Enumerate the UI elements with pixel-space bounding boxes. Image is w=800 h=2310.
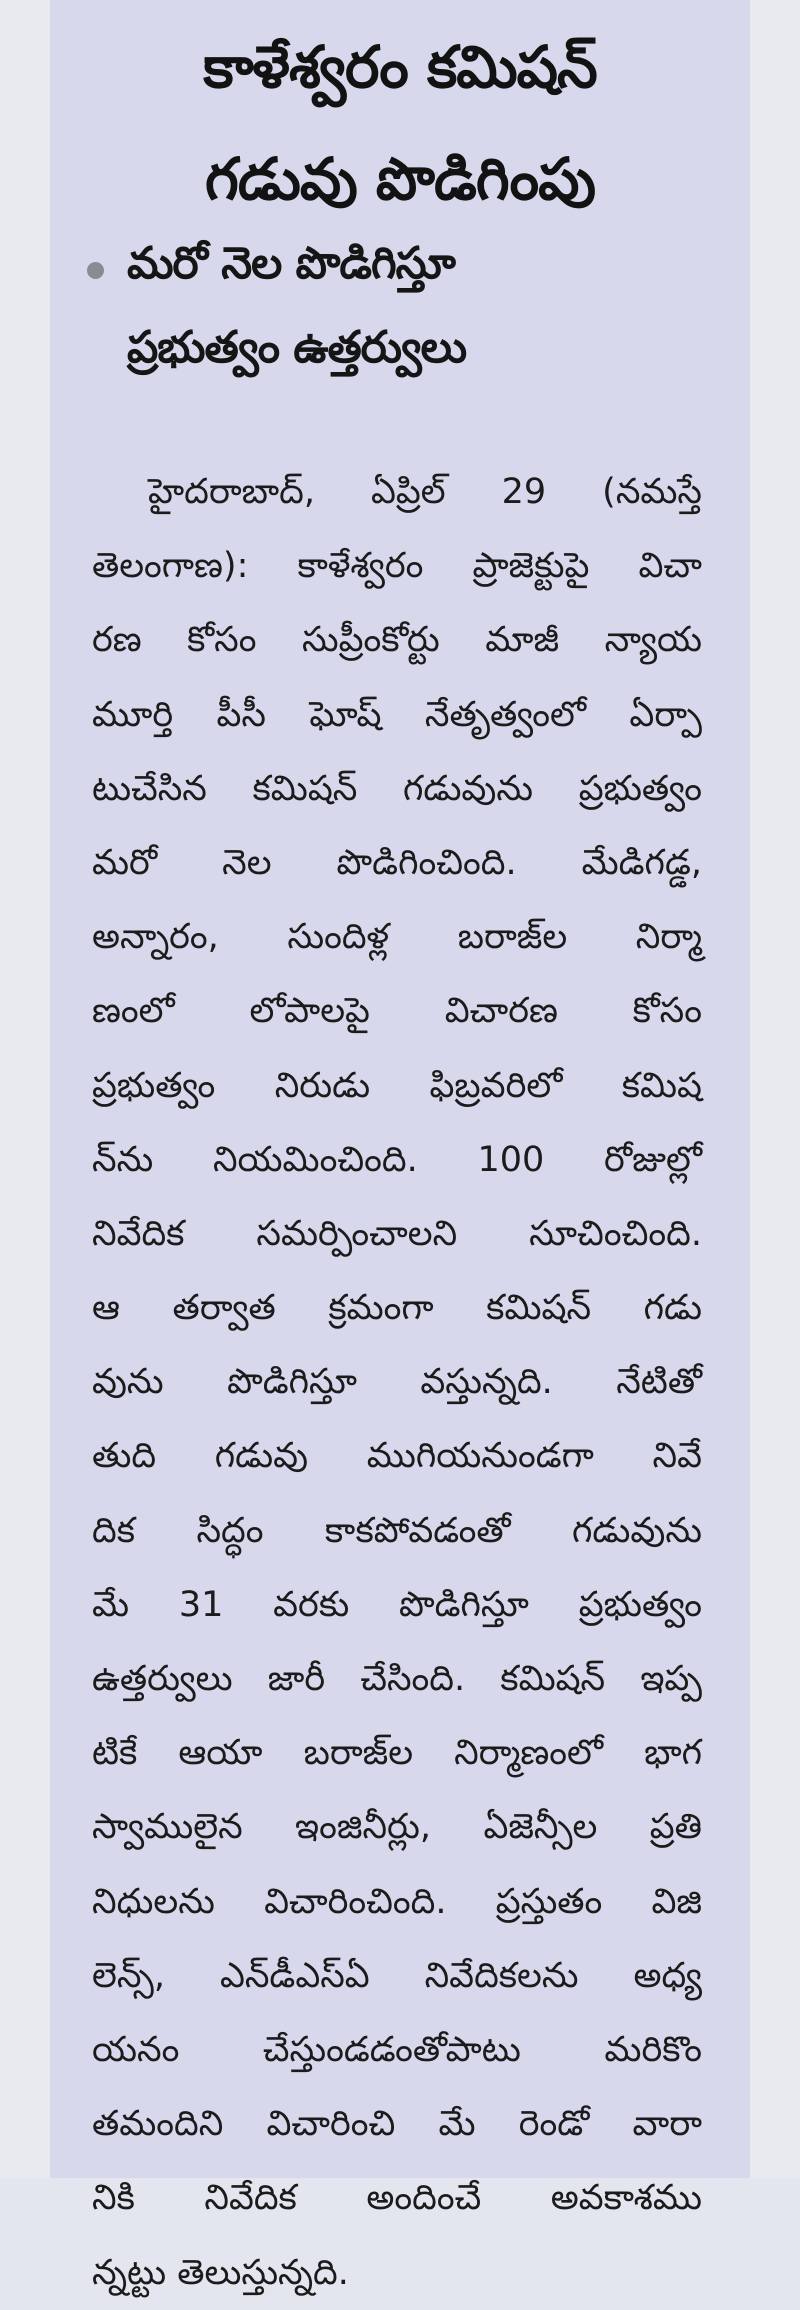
- body-line: ఉత్తర్వులు జారీ చేసింది. కమిషన్‌ ఇప్ప: [92, 1659, 702, 1699]
- body-line: వును పొడిగిస్తూ వస్తున్నది. నేటితో: [92, 1362, 702, 1403]
- body-line: న్నట్టు తెలుస్తున్నది.: [92, 2252, 349, 2293]
- body-line: నివేదిక సమర్పించాలని సూచించింది.: [92, 1213, 702, 1254]
- bullet-icon: [87, 262, 104, 279]
- body-line: యనం చేస్తుండడంతోపాటు మరికొం: [92, 2029, 702, 2070]
- subheadline-line-2: ప్రభుత్వం ఉత్తర్వులు: [127, 322, 467, 373]
- newspaper-clipping: [50, 0, 750, 2293]
- body-line: నికి నివేదిక అందించే అవకాశము: [92, 2178, 702, 2219]
- article-body: [92, 455, 702, 2310]
- right-margin: [750, 0, 800, 2178]
- body-line: రణ కోసం సుప్రీంకోర్టు మాజీ న్యాయ: [92, 620, 702, 661]
- body-line: ప్రభుత్వం నిరుడు ఫిబ్రవరిలో కమిష: [92, 1065, 702, 1106]
- left-margin: [0, 0, 50, 2178]
- body-line: టికే ఆయా బరాజ్‌ల నిర్మాణంలో భాగ: [92, 1733, 702, 1774]
- body-line: అన్నారం, సుందిళ్ల బరాజ్‌ల నిర్మా: [92, 917, 702, 958]
- headline-line-1: కాళేశ్వరం కమిషన్: [203, 33, 597, 101]
- body-line: హైదరాబాద్‌, ఏప్రిల్‌ 29 (నమస్తే: [148, 472, 702, 512]
- body-line: న్‌ను నియమించింది. 100 రోజుల్లో: [92, 1139, 702, 1180]
- body-line: తెలంగాణ): కాళేశ్వరం ప్రాజెక్టుపై విచా: [92, 546, 702, 587]
- body-line: మూర్తి పీసీ ఘోష్‌ నేతృత్వంలో ఏర్పా: [92, 694, 702, 735]
- body-line: దిక సిద్ధం కాకపోవడంతో గడువును: [92, 1510, 702, 1551]
- body-line: మే 31 వరకు పొడిగిస్తూ ప్రభుత్వం: [92, 1584, 702, 1625]
- body-line: ఆ తర్వాత క్రమంగా కమిషన్‌ గడు: [92, 1288, 702, 1329]
- body-line: తుది గడువు ముగియనుండగా నివే: [92, 1436, 702, 1477]
- headline-line-2: గడువు పొడిగింపు: [205, 145, 595, 213]
- body-line: మరో నెల పొడిగించింది. మేడిగడ్డ,: [92, 842, 702, 883]
- body-line: ణంలో లోపాలపై విచారణ కోసం: [92, 991, 702, 1032]
- body-line: తమందిని విచారించి మే రెండో వారా: [92, 2104, 702, 2145]
- body-line: నిధులను విచారించింది. ప్రస్తుతం విజి: [92, 1881, 702, 1922]
- body-line: స్వాములైన ఇంజినీర్లు, ఏజెన్సీల ప్రతి: [92, 1807, 702, 1848]
- body-line: టుచేసిన కమిషన్‌ గడువును ప్రభుత్వం: [92, 768, 702, 809]
- body-line: లెన్స్‌, ఎన్‌డీఎస్‌ఏ నివేదికలను అధ్య: [92, 1955, 702, 1996]
- subheadline-line-1: మరో నెల పొడిగిస్తూ: [127, 238, 455, 289]
